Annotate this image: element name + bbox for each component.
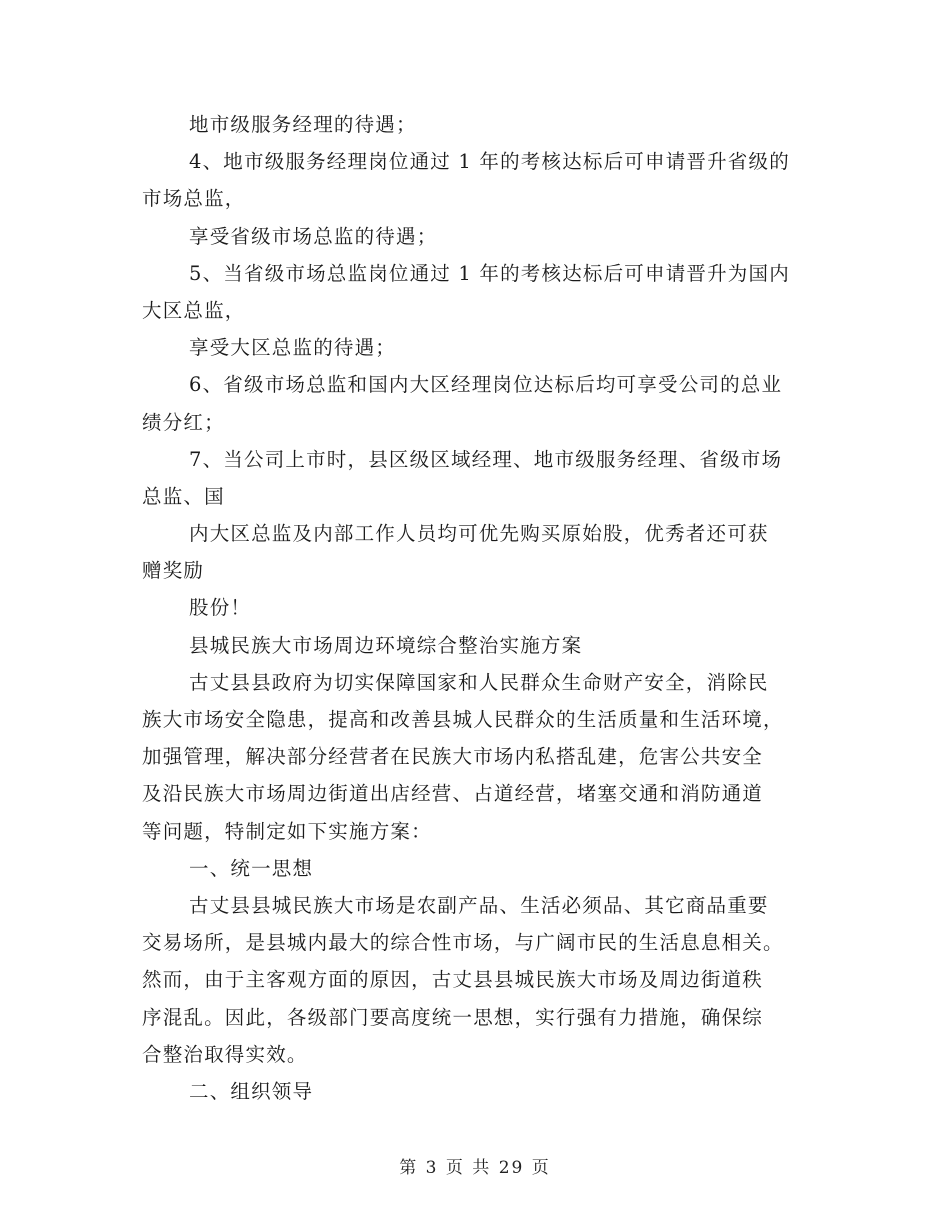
document-body: [142, 106, 810, 1110]
text-line: 股份！: [189, 596, 252, 620]
text-line: 序混乱。因此，各级部门要高度统一思想，实行强有力措施，确保综: [142, 1005, 764, 1029]
text-line: 二、组织领导: [189, 1079, 314, 1103]
text-line: 市场总监，: [142, 187, 246, 211]
text-line: 大区总监，: [142, 298, 246, 322]
text-line: 一、统一思想: [189, 856, 314, 880]
text-line: 地市级服务经理的待遇；: [189, 113, 417, 136]
text-line: 加强管理，解决部分经营者在民族大市场内私搭乱建，危害公共安全: [142, 745, 764, 769]
page-footer: 第 3 页 共 29 页: [399, 1158, 551, 1178]
text-line: 享受省级市场总监的待遇；: [189, 224, 438, 248]
text-line: 然而，由于主客观方面的原因，古丈县县城民族大市场及周边街道秩: [142, 968, 764, 992]
text-line: 6、省级市场总监和国内大区经理岗位达标后均可享受公司的总业: [189, 373, 783, 397]
text-line: 内大区总监及内部工作人员均可优先购买原始股，优秀者还可获: [189, 522, 769, 546]
text-line: 族大市场安全隐患，提高和改善县城人民群众的生活质量和生活环境，: [142, 708, 784, 731]
text-line: 合整治取得实效。: [142, 1042, 308, 1066]
text-line: 总监、国: [142, 484, 225, 508]
text-line: 5、当省级市场总监岗位通过 1 年的考核达标后可申请晋升为国内: [189, 261, 790, 285]
text-line: 4、地市级服务经理岗位通过 1 年的考核达标后可申请晋升省级的: [189, 150, 790, 174]
text-line: 等问题，特制定如下实施方案：: [142, 819, 432, 843]
text-line: 县城民族大市场周边环境综合整治实施方案: [189, 633, 583, 657]
text-lines: [142, 106, 810, 1110]
text-line: 赠奖励: [142, 559, 205, 583]
text-line: 古丈县县城民族大市场是农副产品、生活必须品、其它商品重要: [189, 893, 769, 917]
text-line: 7、当公司上市时，县区级区域经理、地市级服务经理、省级市场: [189, 447, 783, 471]
text-line: 绩分红；: [142, 410, 225, 434]
text-line: 享受大区总监的待遇；: [189, 336, 397, 360]
text-line: 古丈县县政府为切实保障国家和人民群众生命财产安全，消除民: [189, 670, 769, 694]
text-line: 及沿民族大市场周边街道出店经营、占道经营，堵塞交通和消防通道: [142, 782, 764, 806]
text-line: 交易场所，是县城内最大的综合性市场，与广阔市民的生活息息相关。: [142, 931, 784, 955]
